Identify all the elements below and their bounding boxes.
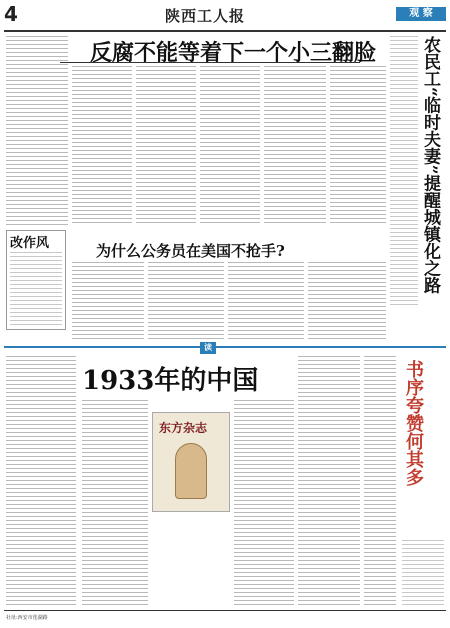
bottom-right-col: [364, 356, 396, 606]
bottom-mid-col-3: [298, 356, 360, 606]
page-number: 4: [4, 2, 18, 26]
mid-article-col-4: [308, 262, 386, 342]
footer-left: 社址:西安市莲湖路: [6, 615, 48, 621]
section-tag: 观 察: [396, 7, 446, 21]
column-title: 改作风: [10, 236, 50, 251]
mid-article-col-1: [72, 262, 144, 342]
top-article-col-5: [330, 66, 386, 226]
mid-headline: 为什么公务员在美国不抢手?: [96, 242, 285, 260]
masthead: 陕西工人报: [165, 7, 246, 25]
mid-article-col-2: [148, 262, 224, 342]
book-vertical-headline: 书序夸赞何其多: [403, 360, 424, 486]
reading-tag: 读: [200, 342, 216, 354]
right-vertical-headline: 农民工“临时夫妻”提醒城镇化之路: [420, 36, 440, 294]
left-column-text: [6, 36, 68, 226]
right-article-text: [390, 36, 418, 306]
column-text: [10, 252, 62, 326]
header-rule: [4, 30, 446, 32]
top-headline-rule: [60, 62, 360, 63]
footer-rule: [4, 610, 446, 611]
mid-article-col-3: [228, 262, 304, 342]
bottom-headline: 1933年的中国: [82, 366, 259, 396]
section-split-rule: [4, 346, 446, 348]
magazine-title: 东方杂志: [159, 421, 208, 435]
magazine-cover-image: [152, 412, 230, 512]
top-headline: 反腐不能等着下一个小三翻脸: [90, 40, 377, 66]
bottom-left-col: [6, 356, 76, 606]
magazine-figure: [175, 443, 207, 499]
book-article-text: [402, 540, 444, 606]
top-article-col-4: [264, 66, 326, 226]
top-article-col-1: [72, 66, 132, 226]
top-article-col-3: [200, 66, 260, 226]
bottom-mid-col-2: [234, 400, 294, 606]
top-article-col-2: [136, 66, 196, 226]
bottom-mid-col-1: [82, 400, 148, 606]
